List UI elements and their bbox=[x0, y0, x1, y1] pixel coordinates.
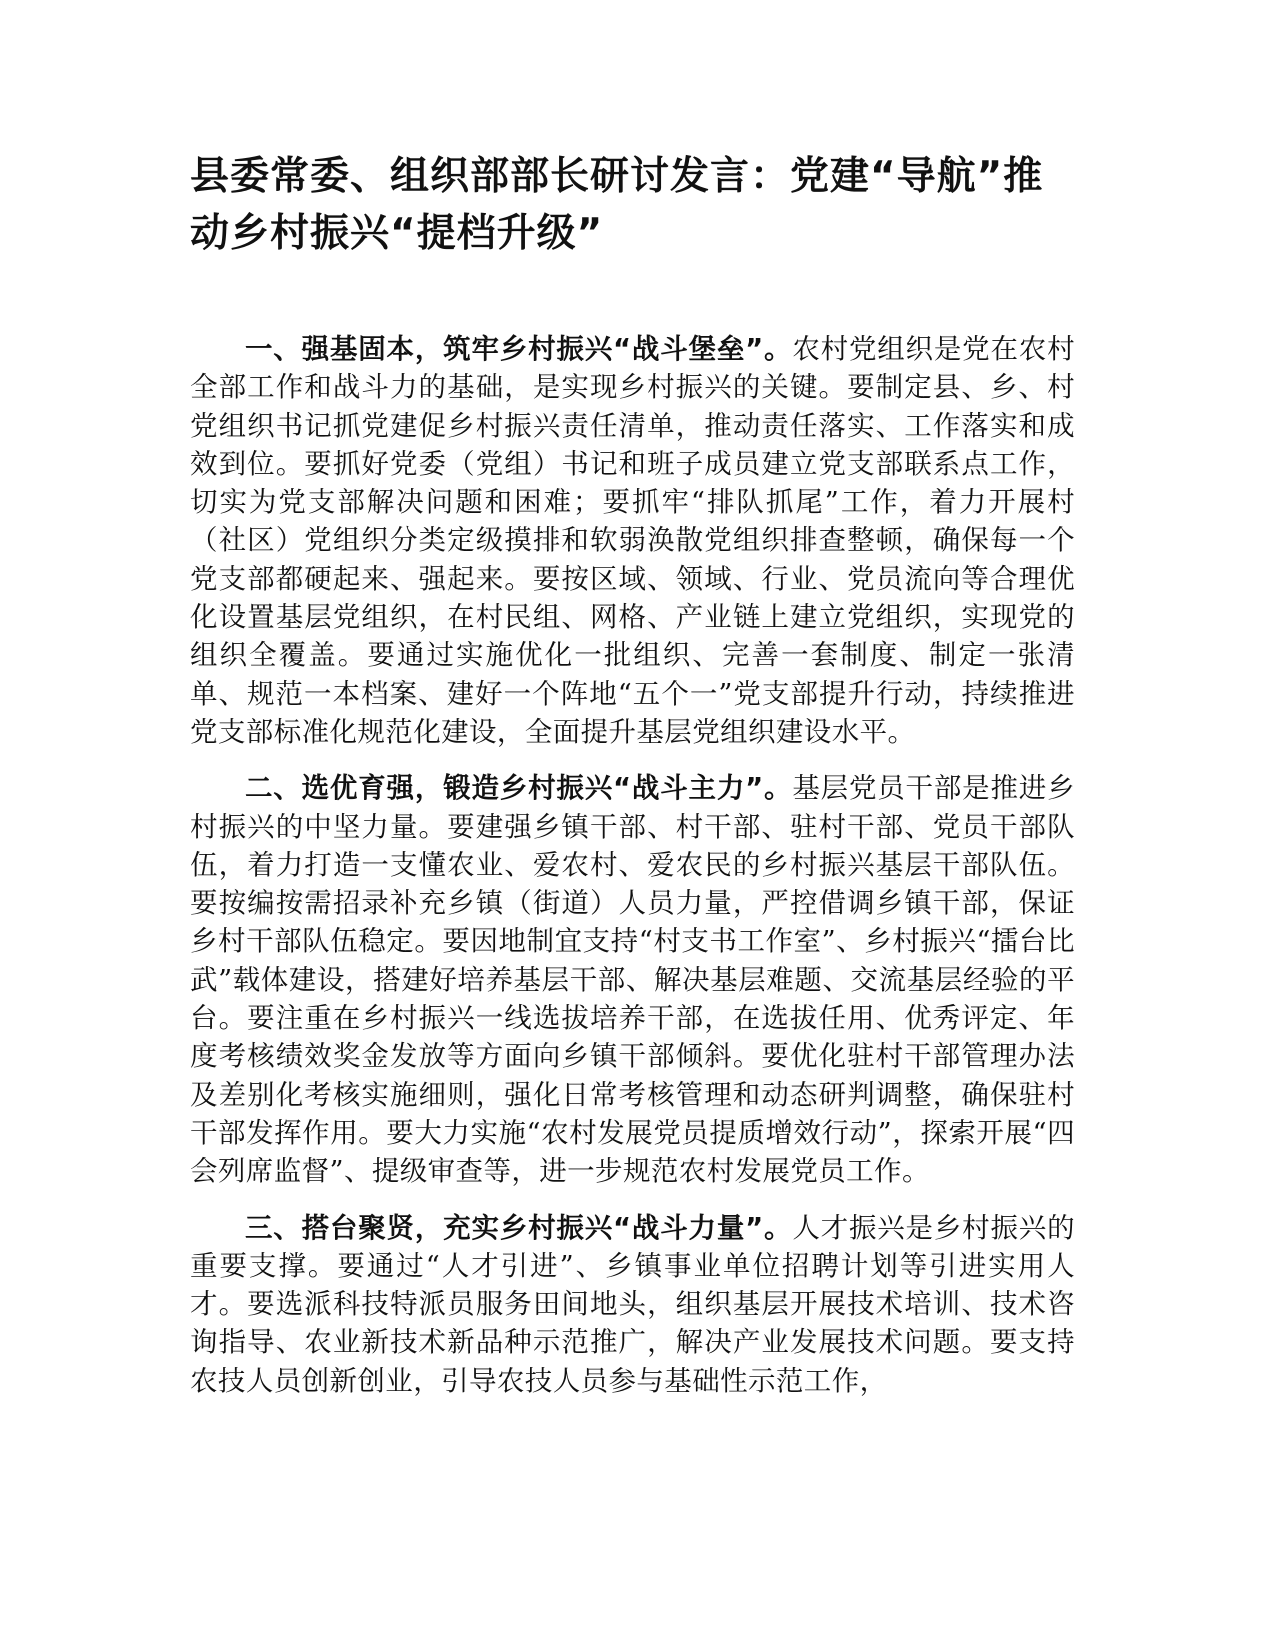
section-paragraph-1 bbox=[190, 330, 1075, 751]
section-heading-1: 一、强基固本，筑牢乡村振兴“战斗堡垒”。 bbox=[245, 333, 793, 365]
section-paragraph-3 bbox=[190, 1209, 1075, 1400]
section-body-2: 基层党员干部是推进乡村振兴的中坚力量。要建强乡镇干部、村干部、驻村干部、党员干部队伍，着力打造一支懂农业、爱农村、爱农民的乡村振兴基层干部队伍。要按编按需招录补充乡镇（街道）人员力量，严控借调乡镇干部，保证乡村干部队伍稳定。要因地制宜支持“村支书工作室”、乡村振兴“擂台比武”载体建设，搭建好培养基层干部、解决基层难题、交流基层经验的平台。要注重在乡村振兴一线选拔培养干部，在选拔任用、优秀评定、年度考核绩效奖金发放等方面向乡镇干部倾斜。要优化驻村干部管理办法及差别化考核实施细则，强化日常考核管理和动态研判调整，确保驻村干部发挥作用。要大力实施“农村发展党员提质增效行动”，探索开展“四会列席监督”、提级审查等，进一步规范农村发展党员工作。 bbox=[190, 772, 1076, 1188]
section-body-1: 农村党组织是党在农村全部工作和战斗力的基础，是实现乡村振兴的关键。要制定县、乡、村党组织书记抓党建促乡村振兴责任清单，推动责任落实、工作落实和成效到位。要抓好党委（党组）书记和班子成员建立党支部联系点工作，切实为党支部解决问题和困难；要抓牢“排队抓尾”工作，着力开展村（社区）党组织分类定级摸排和软弱涣散党组织排查整顿，确保每一个党支部都硬起来、强起来。要按区域、领域、行业、党员流向等合理优化设置基层党组织，在村民组、网格、产业链上建立党组织，实现党的组织全覆盖。要通过实施优化一批组织、完善一套制度、制定一张清单、规范一本档案、建好一个阵地“五个一”党支部提升行动，持续推进党支部标准化规范化建设，全面提升基层党组织建设水平。 bbox=[190, 333, 1076, 748]
section-heading-2: 二、选优育强，锻造乡村振兴“战斗主力”。 bbox=[245, 772, 793, 805]
document-title: 县委常委、组织部部长研讨发言：党建“导航”推动乡村振兴“提档升级” bbox=[190, 154, 1044, 256]
section-body-3: 人才振兴是乡村振兴的重要支撑。要通过“人才引进”、乡镇事业单位招聘计划等引进实用人才。要选派科技特派员服务田间地头，组织基层开展技术培训、技术咨询指导、农业新技术新品种示范推广，解决产业发展技术问题。要支持农技人员创新创业，引导农技人员参与基础性示范工作， bbox=[190, 1211, 1076, 1397]
section-heading-3: 三、搭台聚贤，充实乡村振兴“战斗力量”。 bbox=[245, 1211, 793, 1244]
section-paragraph-2 bbox=[190, 769, 1075, 1190]
document-body bbox=[190, 330, 1075, 1418]
